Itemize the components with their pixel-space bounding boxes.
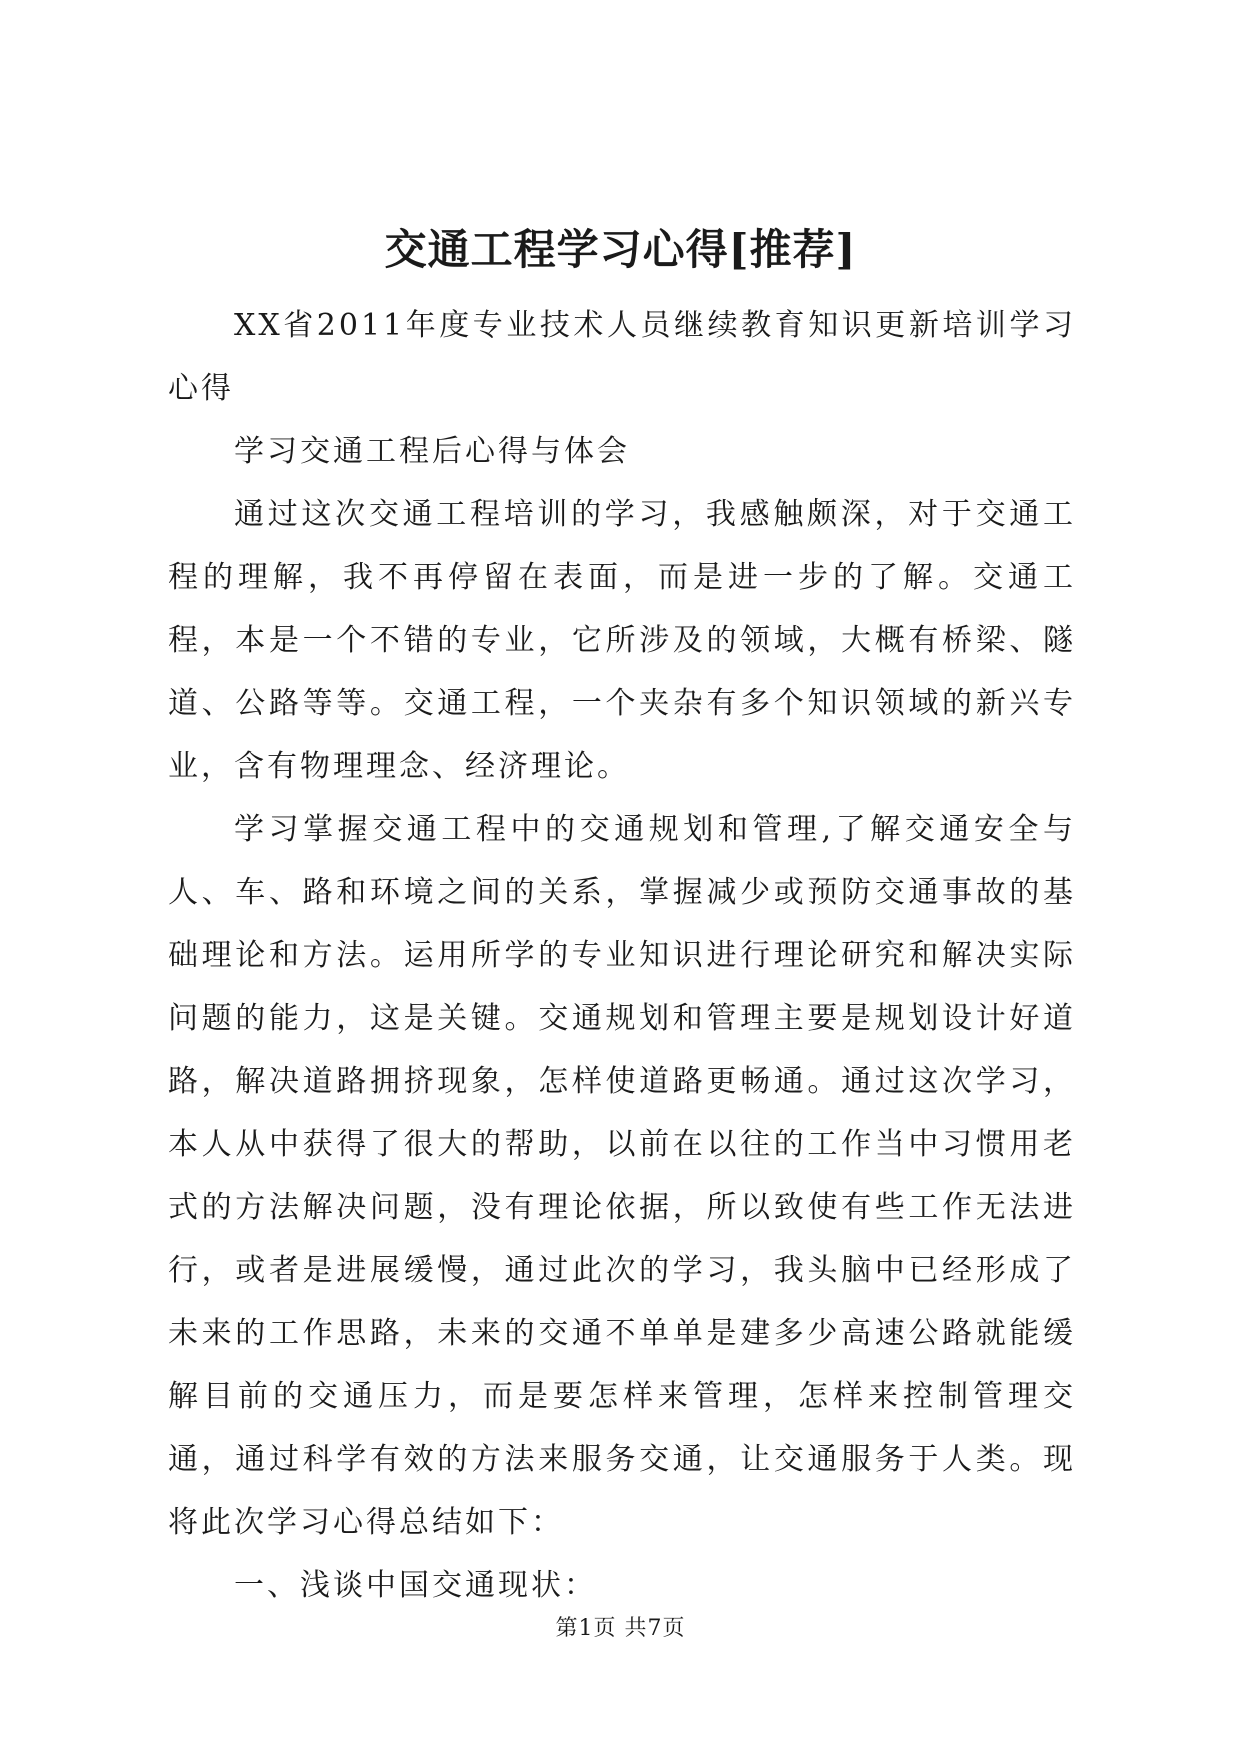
- paragraph-intro: 通过这次交通工程培训的学习，我感触颇深，对于交通工程的理解，我不再停留在表面，而是进一步的了解。交通工程，本是一个不错的专业，它所涉及的领域，大概有桥梁、隧道、公路等等。交通工程，一个夹杂有多个知识领域的新兴专业，含有物理理念、经济理论。: [168, 497, 1076, 784]
- paragraph-main: 学习掌握交通工程中的交通规划和管理,了解交通安全与人、车、路和环境之间的关系，掌握减少或预防交通事故的基础理论和方法。运用所学的专业知识进行理论研究和解决实际问题的能力，这是关键。交通规划和管理主要是规划设计好道路，解决道路拥挤现象，怎样使道路更畅通。通过这次学习，本人从中获得了很大的帮助，以前在以往的工作当中习惯用老式的方法解决问题，没有理论依据，所以致使有些工作无法进行，或者是进展缓慢，通过此次的学习，我头脑中已经形成了未来的工作思路，未来的交通不单单是建多少高速公路就能缓解目前的交通压力，而是要怎样来管理，怎样来控制管理交通，通过科学有效的方法来服务交通，让交通服务于人类。现将此次学习心得总结如下：: [168, 812, 1076, 1540]
- section-heading: 一、浅谈中国交通现状：: [234, 1568, 597, 1603]
- document-body: [168, 294, 1076, 1617]
- page-number-footer: 第1页 共7页: [555, 1616, 686, 1641]
- paragraph-subtitle: XX省2011年度专业技术人员继续教育知识更新培训学习心得: [168, 308, 1076, 406]
- document-title: 交通工程学习心得[推荐]: [384, 225, 857, 274]
- paragraph-heading: 学习交通工程后心得与体会: [234, 434, 630, 469]
